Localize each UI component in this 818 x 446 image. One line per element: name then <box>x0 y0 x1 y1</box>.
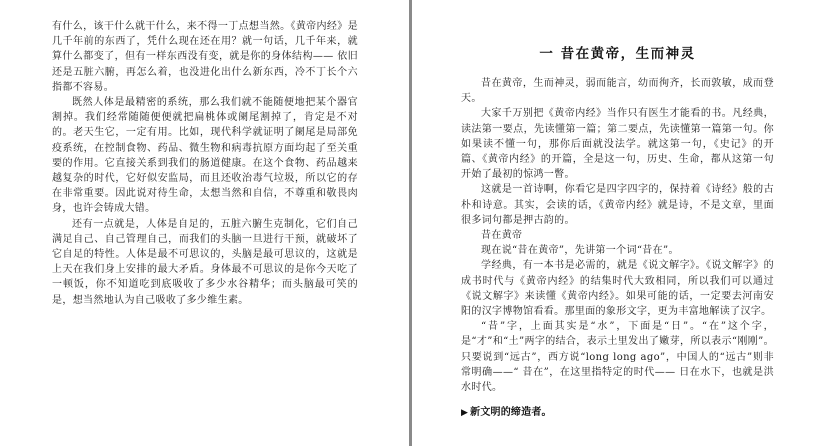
left-paragraph-2: 既然人体是最精密的系统，那么我们就不能随便地把某个器官割掉。我们经常随随便便就把扁桃体或阑尾割掉了，肯定是不对的。老天生它，一定有用。比如，现代科学就证明了阑尾是局部免疫系统，在控制食物、药品、微生物和病毒抗原方面均起了至关重要的作用。它直接关系到我们的肠道健康。在这个食物、药品越来越复杂的时代，它好似安监局，而且还收治毒气垃圾，所以它的存在非常重要。因此说对待生命，太想当然和自信，不尊重和敬畏肉身，也许会铸成大错。 <box>52 97 358 215</box>
right-paragraph-3: 这就是一首诗啊，你看它是四字四字的，保持着《诗经》般的古朴和诗意。其实，会读的话，《黄帝内经》就是诗，不是文章，里面很多词句都是押古韵的。 <box>461 184 774 226</box>
left-paragraph-1: 有什么，该干什么就干什么，来不得一丁点想当然。《黄帝内经》是几千年前的东西了，凭什么现在还在用？就一句话，几千年来，就算什么都变了，但有一样东西没有变，就是你的身体结构—— 依旧还是五脏六腑，再怎么着，也没进化出什么新东西，冷不丁长个六指都不容易。 <box>52 21 358 93</box>
arrow-right-icon: ▶ <box>461 408 469 418</box>
right-paragraph-4: 现在说“昔在黄帝”，先讲第一个词“昔在”。 <box>481 245 679 257</box>
section-subheading: 昔在黄帝 <box>481 230 523 242</box>
footer-note-text: 新文明的缔造者。 <box>470 407 552 418</box>
right-paragraph-5: 学经典，有一本书是必需的，就是《说文解字》。《说文解字》的成书时代与《黄帝内经》的结集时代大致相同，所以我们可以通过《说文解字》来读懂《黄帝内经》。如果可能的话，一定要去河南安阳的汉字博物馆看看。那里面的象形文字，更为丰富地解读了汉字。 <box>461 260 774 318</box>
left-paragraph-3: 还有一点就是，人体是自足的，五脏六腑生克制化，它们自己满足自己、自己管理自己，而我们的头脑一旦进行干预，就破坏了它自足的特性。人体是最不可思议的，头脑是最可思议的，这就是上天在我们身上安排的最大矛盾。身体最不可思议的是你今天吃了一顿饭，你不知道吃到底吸收了多少水谷精华；而头脑最可笑的是，想当然地认为自己吸收了多少维生素。 <box>52 218 358 306</box>
left-page-text <box>52 19 358 308</box>
right-paragraph-2: 大家千万别把《黄帝内经》当作只有医生才能看的书。凡经典，读法第一要点，先读懂第一篇；第二要点，先读懂第一篇第一句。你如果读不懂一句，那你后面就没法学。就这第一句，《史记》的开篇、《黄帝内经》的开篇，全是这一句，历史、生命，都从这第一句开始了最初的惊鸿一瞥。 <box>461 108 774 181</box>
right-paragraph-6: “昔”字，上面其实是“水”，下面是“日”。“在”这个字，是“才”和“土”两字的结合，表示土里发出了嫩芽，所以表示“刚刚”。只要说到“远古”，西方说“long long ago”，中国人的“远古”则非常明确——“ 昔在”，在这里指特定的时代—— 日在水下，也就是洪水时代。 <box>461 321 774 394</box>
chapter-title: 一 昔在黄帝，生而神灵 <box>539 46 696 62</box>
right-paragraph-1: 昔在黄帝，生而神灵，弱而能言，幼而徇齐，长而敦敏，成而登天。 <box>461 78 774 105</box>
footer-note <box>461 403 552 418</box>
right-page-text <box>461 76 774 395</box>
